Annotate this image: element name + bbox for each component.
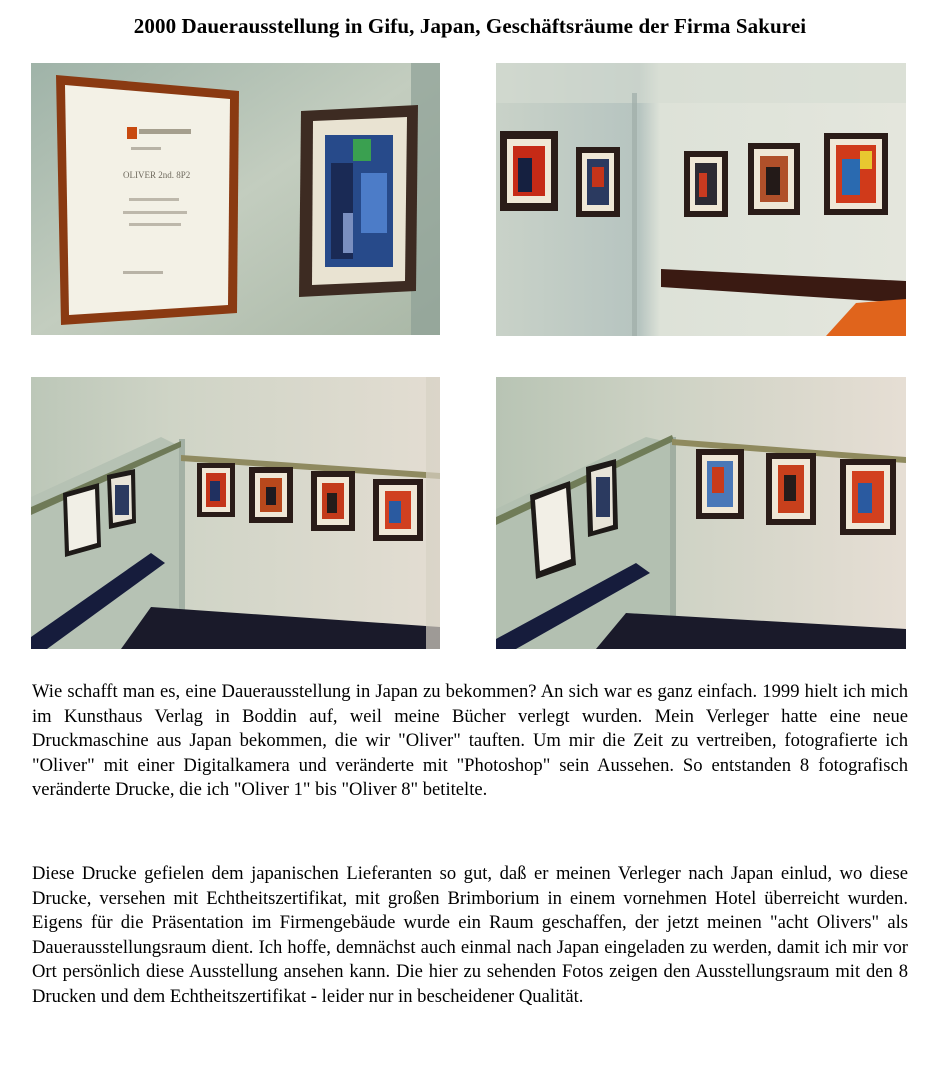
paragraph-2-text: Diese Drucke gefielen dem japanischen Lieferanten so gut, daß er meinen Verleger nach Japan einlud, wo diese Drucke, versehen mit Echtheitszertifikat, mit großen Brimborium in einem vornehmen Hotel überreicht wurden. Eigens für die Präsentation im Firmengebäude wurde ein Raum geschaffen, der jetzt meinen "acht Olivers" als Dauerausstellungsraum dient. Ich hoffe, demnächst auch einmal nach Japan eingeladen zu werden, damit ich mir vor Ort persönlich diese Ausstellung ansehen kann. Die hier zu sehenden Fotos zeigen den Ausstellungsraum mit den 8 Drucken und dem Echtheitszertifikat - leider nur in bescheidener Qualität.: [32, 863, 908, 1007]
certificate-text: OLIVER 2nd. 8P2: [123, 170, 191, 180]
paragraph-1-text: Wie schafft man es, eine Dauerausstellung in Japan zu bekommen? An sich war es ganz einfach. 1999 hielt ich mich im Kunsthaus Verlag in Boddin auf, weil meine Bücher verlegt wurden. Mein Verleger hatte eine neue Druckmaschine aus Japan bekommen, die wir "Oliver" tauften. Um mir die Zeit zu vertreiben, fotografierte ich "Oliver" mit einer Digitalkamera und veränderte mit "Photoshop" sein Aussehen. So entstanden 8 fotografisch veränderte Drucke, die ich "Oliver 1" bis "Oliver 8" betitelte.: [32, 681, 908, 800]
body-paragraph-1: [32, 680, 908, 803]
page-title: 2000 Dauerausstellung in Gifu, Japan, Geschäftsräume der Firma Sakurei: [133, 14, 807, 38]
photo-stairwell-close: [496, 377, 906, 649]
photo-stairwell-wide: [31, 377, 440, 649]
photo-certificate-and-print: [31, 63, 440, 335]
photo-corner-wall-prints: [496, 63, 906, 336]
body-paragraph-2: [32, 862, 908, 1009]
